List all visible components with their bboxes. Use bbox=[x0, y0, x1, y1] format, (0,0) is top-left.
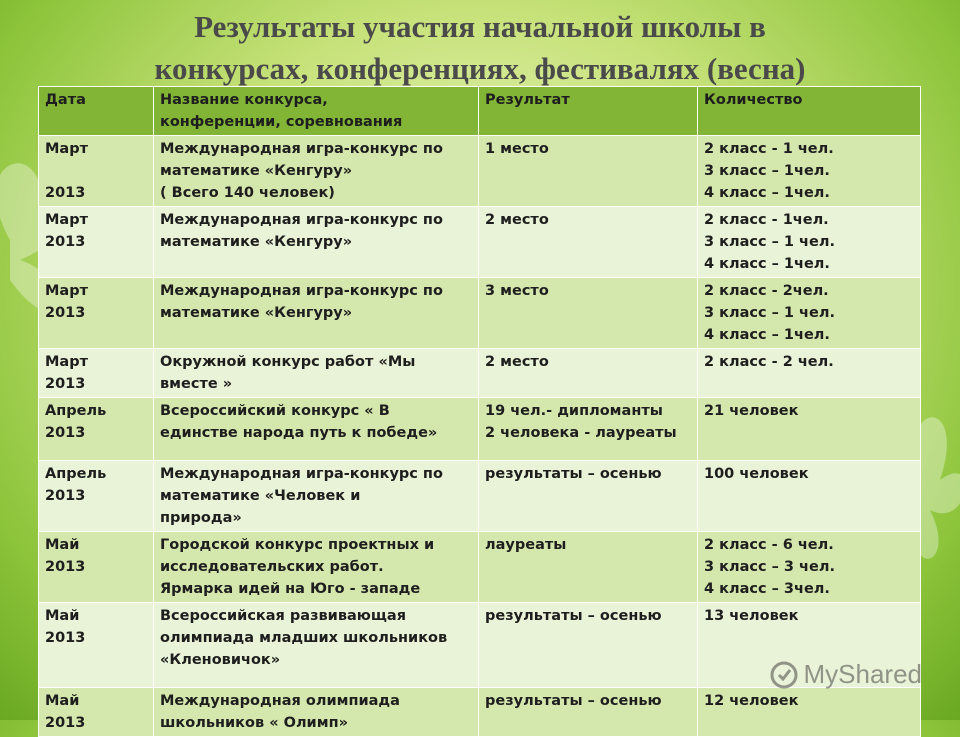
cell-count: 2 класс - 6 чел. 3 класс – 3 чел. 4 класс – 3чел. bbox=[698, 532, 921, 603]
cell-contest-name: Всероссийская развивающая олимпиада младших школьников «Кленовичок» bbox=[154, 603, 479, 688]
table-row bbox=[39, 461, 921, 532]
cell-date: Май 2013 bbox=[39, 688, 154, 737]
header-result: Результат bbox=[479, 87, 698, 136]
table-header-row bbox=[39, 87, 921, 136]
cell-result: 3 место bbox=[479, 278, 698, 349]
cell-count: 2 класс - 1чел. 3 класс – 1 чел. 4 класс – 1чел. bbox=[698, 207, 921, 278]
watermark-text: MyShared bbox=[803, 659, 922, 689]
table-row bbox=[39, 398, 921, 461]
cell-result: лауреаты bbox=[479, 532, 698, 603]
cell-date: Март 2013 bbox=[39, 349, 154, 398]
cell-contest-name: Городской конкурс проектных и исследовательских работ. Ярмарка идей на Юго - западе bbox=[154, 532, 479, 603]
results-table-container bbox=[38, 86, 920, 737]
table-row bbox=[39, 136, 921, 207]
cell-count: 13 человек bbox=[698, 603, 921, 688]
cell-contest-name: Международная игра-конкурс по математике «Человек и природа» bbox=[154, 461, 479, 532]
cell-result: 1 место bbox=[479, 136, 698, 207]
cell-result: 19 чел.- дипломанты 2 человека - лауреаты bbox=[479, 398, 698, 461]
cell-count: 2 класс - 2чел. 3 класс – 1 чел. 4 класс – 1чел. bbox=[698, 278, 921, 349]
cell-count: 2 класс - 1 чел. 3 класс – 1чел. 4 класс – 1чел. bbox=[698, 136, 921, 207]
cell-result: 2 место bbox=[479, 349, 698, 398]
cell-count: 12 человек bbox=[698, 688, 921, 737]
cell-contest-name: Всероссийский конкурс « В единстве народа путь к победе» bbox=[154, 398, 479, 461]
cell-contest-name: Международная олимпиада школьников « Олимп» bbox=[154, 688, 479, 737]
cell-contest-name: Международная игра-конкурс по математике «Кенгуру» bbox=[154, 207, 479, 278]
cell-contest-name: Международная игра-конкурс по математике «Кенгуру» bbox=[154, 278, 479, 349]
cell-contest-name: Международная игра-конкурс по математике «Кенгуру» ( Всего 140 человек) bbox=[154, 136, 479, 207]
cell-result: результаты – осенью bbox=[479, 688, 698, 737]
cell-contest-name: Окружной конкурс работ «Мы вместе » bbox=[154, 349, 479, 398]
table-row bbox=[39, 207, 921, 278]
cell-date: Март 2013 bbox=[39, 278, 154, 349]
myshared-logo-icon bbox=[770, 661, 798, 689]
page-title bbox=[0, 6, 960, 90]
table-row bbox=[39, 349, 921, 398]
cell-date: Апрель 2013 bbox=[39, 398, 154, 461]
title-line-2: конкурсах, конференциях, фестивалях (весна) bbox=[154, 51, 806, 86]
header-contest-name: Название конкурса, конференции, соревнования bbox=[154, 87, 479, 136]
cell-result: результаты – осенью bbox=[479, 461, 698, 532]
cell-date: Май 2013 bbox=[39, 532, 154, 603]
table-row bbox=[39, 688, 921, 737]
table-row bbox=[39, 532, 921, 603]
cell-result: результаты – осенью bbox=[479, 603, 698, 688]
cell-date: Май 2013 bbox=[39, 603, 154, 688]
cell-date: Март 2013 bbox=[39, 207, 154, 278]
header-date: Дата bbox=[39, 87, 154, 136]
cell-result: 2 место bbox=[479, 207, 698, 278]
watermark bbox=[770, 659, 923, 690]
title-line-1: Результаты участия начальной школы в bbox=[194, 9, 766, 44]
header-count: Количество bbox=[698, 87, 921, 136]
results-table bbox=[38, 86, 921, 737]
table-row bbox=[39, 278, 921, 349]
cell-count: 100 человек bbox=[698, 461, 921, 532]
cell-count: 2 класс - 2 чел. bbox=[698, 349, 921, 398]
cell-date: Март 2013 bbox=[39, 136, 154, 207]
cell-date: Апрель 2013 bbox=[39, 461, 154, 532]
cell-count: 21 человек bbox=[698, 398, 921, 461]
